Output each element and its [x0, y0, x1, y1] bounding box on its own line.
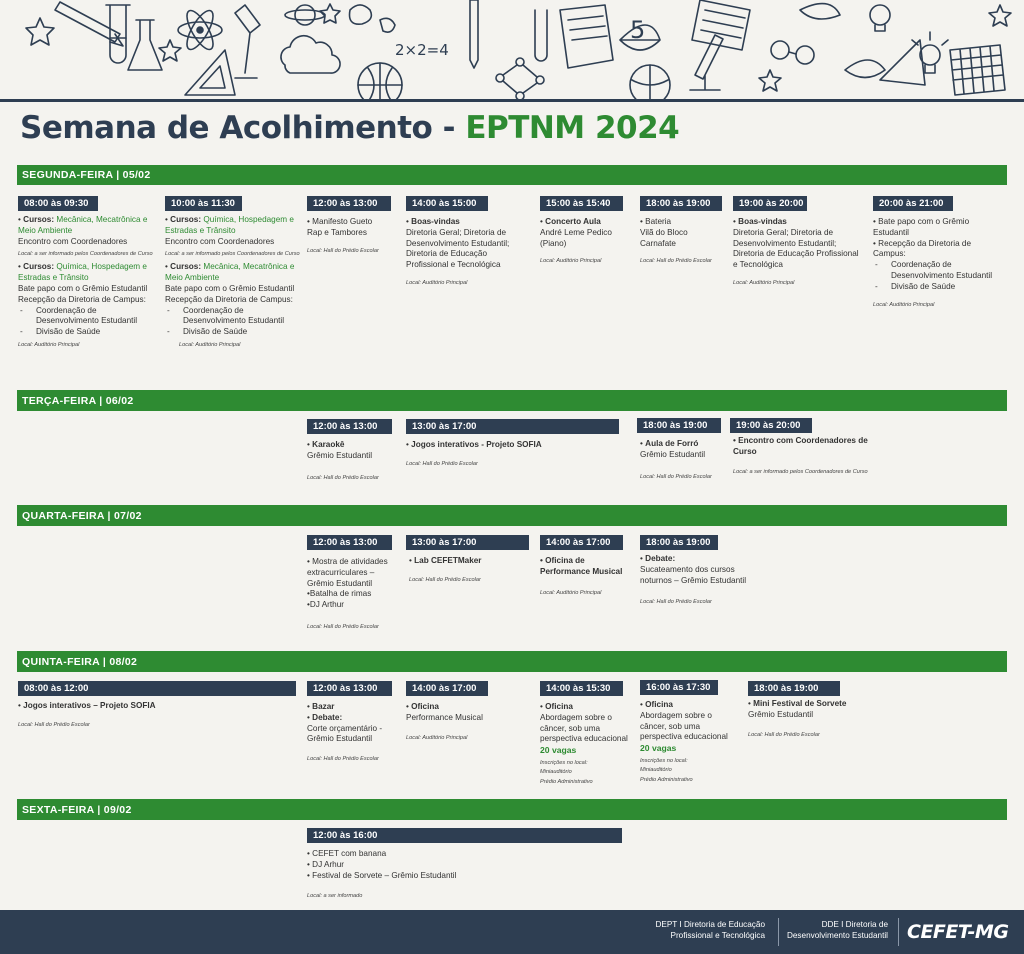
- cloud-icon: [281, 36, 340, 73]
- event-card: • Bazar • Debate: Corte orçamentário - Grêmio Estudantil Local: Hall do Prédio Escolar: [307, 702, 383, 763]
- star-icon: [159, 40, 181, 61]
- event-card: • Lab CEFETMaker Local: Hall do Prédio Escolar: [409, 556, 482, 583]
- star-icon: [320, 4, 340, 23]
- banner-rule: [0, 99, 1024, 102]
- time-badge: 13:00 às 17:00: [406, 535, 529, 550]
- triangle-ruler-icon: [880, 40, 925, 85]
- time-badge: 14:00 às 15:00: [406, 196, 488, 211]
- title-accent: EPTNM 2024: [465, 110, 680, 146]
- cefet-mg-logo: CEFET-MG: [907, 921, 1009, 943]
- page-title: [20, 110, 679, 146]
- day-header-monday: SEGUNDA-FEIRA | 05/02: [17, 165, 1007, 185]
- test-tube-icon: [535, 10, 547, 61]
- pencil-icon: [470, 0, 478, 68]
- planet-icon: [285, 5, 325, 25]
- time-badge: 18:00 às 19:00: [640, 196, 722, 211]
- event-card: • Manifesto Gueto Rap e Tambores Local: Hall do Prédio Escolar: [307, 217, 379, 254]
- event-card: • Oficina de Performance Musical Local: Auditório Principal: [540, 556, 623, 596]
- event-card: • Oficina Performance Musical Local: Auditório Principal: [406, 702, 483, 741]
- time-badge: 13:00 às 17:00: [406, 419, 619, 434]
- leaf-icon: [800, 4, 885, 78]
- event-card: • Aula de Forró Grêmio Estudantil Local: Hall do Prédio Escolar: [640, 439, 712, 480]
- time-badge: 12:00 às 16:00: [307, 828, 622, 843]
- day-header-tuesday: TERÇA-FEIRA | 06/02: [17, 390, 1007, 411]
- event-card: • Boas-vindas Diretoria Geral; Diretoria de Desenvolvimento Estudantil; Diretoria de Educação Profissional e Tecnológica Local: Auditório Principal: [406, 217, 510, 286]
- test-tube-icon: [106, 5, 130, 63]
- time-badge: 20:00 às 21:00: [873, 196, 953, 211]
- star-icon: [989, 5, 1011, 26]
- pencil-icon: [55, 2, 123, 46]
- grid-paper-icon: [950, 45, 1005, 95]
- time-badge: 19:00 às 20:00: [733, 196, 807, 211]
- time-badge: 12:00 às 13:00: [307, 535, 392, 550]
- event-card: • CEFET com banana • DJ Arhur • Festival de Sorvete – Grêmio Estudantil Local: a ser informado: [307, 849, 457, 900]
- footer-divider: [898, 918, 899, 946]
- event-card: • Jogos interativos - Projeto SOFIA Local: Hall do Prédio Escolar: [406, 440, 542, 467]
- event-card: • Debate: Sucateamento dos cursos noturnos – Grêmio Estudantil Local: Hall do Prédio Escolar: [640, 554, 747, 606]
- lamp-icon: [235, 5, 260, 78]
- glasses-icon: [771, 41, 814, 64]
- event-card: • Encontro com Coordenadores de Curso Local: a ser informado pelos Coordenadores de Curso: [733, 436, 868, 475]
- svg-text:2×2=4: 2×2=4: [395, 41, 449, 59]
- time-badge: 18:00 às 19:00: [748, 681, 840, 696]
- event-card: • Oficina Abordagem sobre o câncer, sob uma perspectiva educacional 20 vagas Inscrições no local: Miniauditório Prédio Administrativo: [640, 700, 728, 783]
- atom-icon: [178, 7, 222, 53]
- bulb-icon: [870, 5, 890, 31]
- event-card: • Karaokê Grêmio Estudantil Local: Hall do Prédio Escolar: [307, 440, 379, 481]
- time-badge: 08:00 às 12:00: [18, 681, 296, 696]
- footer-dept: DEPT I Diretoria de Educação Profissional e Tecnológica: [655, 920, 765, 940]
- event-card: • Bateria Vilã do Bloco Carnafate Local: Hall do Prédio Escolar: [640, 217, 712, 265]
- title-main: Semana de Acolhimento -: [20, 110, 466, 146]
- event-card: • Mostra de atividades extracurriculares – Grêmio Estudantil •Batalha de rimas •DJ Arthur Local: Hall do Prédio Escolar: [307, 557, 388, 630]
- paper-icon: [560, 5, 613, 68]
- time-badge: 15:00 às 15:40: [540, 196, 623, 211]
- time-badge: 19:00 às 20:00: [730, 418, 812, 433]
- time-badge: 16:00 às 17:30: [640, 680, 718, 695]
- star-icon: [26, 18, 54, 45]
- star-icon: [759, 70, 781, 91]
- time-badge: 18:00 às 19:00: [637, 418, 721, 433]
- svg-text:5: 5: [630, 16, 646, 44]
- day-header-friday: SEXTA-FEIRA | 09/02: [17, 799, 1007, 820]
- event-card: • Concerto Aula André Leme Pedico (Piano) Local: Auditório Principal: [540, 217, 612, 265]
- flask-icon: [128, 20, 162, 70]
- triangle-ruler-icon: [185, 50, 235, 95]
- time-badge: 10:00 às 11:30: [165, 196, 242, 211]
- time-badge: 12:00 às 13:00: [307, 681, 392, 696]
- time-badge: 14:00 às 17:00: [406, 681, 488, 696]
- day-header-wednesday: QUARTA-FEIRA | 07/02: [17, 505, 1007, 526]
- time-badge: 14:00 às 17:00: [540, 535, 623, 550]
- molecule-icon: [496, 58, 544, 100]
- time-badge: 18:00 às 19:00: [640, 535, 718, 550]
- globe-icon: [358, 63, 402, 100]
- globe-icon: [630, 65, 670, 100]
- event-card: • Cursos: Mecânica, Mecatrônica e Meio Ambiente Encontro com Coordenadores Local: a ser informado pelos Coordenadores de Curso • Cursos: Química, Hospedagem e Estradas e Trânsito Bate papo com o Grêmio Estudantil Recepção da Diretoria de Campus: - Coordenação de Desenvolvimento Estudantil - Divisão de Saúde Local: Auditório Principal: [18, 215, 156, 349]
- day-header-thursday: QUINTA-FEIRA | 08/02: [17, 651, 1007, 672]
- rocks-icon: [350, 5, 396, 32]
- event-card: • Oficina Abordagem sobre o câncer, sob uma perspectiva educacional 20 vagas Inscrições no local: Miniauditório Prédio Administrativo: [540, 702, 628, 785]
- doodle-banner: [0, 0, 1024, 100]
- event-card: • Boas-vindas Diretoria Geral; Diretoria de Desenvolvimento Estudantil; Diretoria de Educação Profissional e Tecnológica Local: Auditório Principal: [733, 217, 859, 286]
- time-badge: 08:00 às 09:30: [18, 196, 98, 211]
- time-badge: 12:00 às 13:00: [307, 419, 392, 434]
- bulb-icon: [912, 32, 948, 73]
- footer: [0, 910, 1024, 954]
- event-card: • Mini Festival de Sorvete Grêmio Estudantil Local: Hall do Prédio Escolar: [748, 699, 847, 738]
- time-badge: 12:00 às 13:00: [307, 196, 391, 211]
- event-card: • Cursos: Química, Hospedagem e Estradas e Trânsito Encontro com Coordenadores Local: a ser informado pelos Coordenadores de Curso • Cursos: Mecânica, Mecatrônica e Meio Ambiente Bate papo com o Grêmio Estudantil Recepção da Diretoria de Campus: - Coordenação de Desenvolvimento Estudantil - Divisão de Saúde Local: Auditório Principal: [165, 215, 300, 349]
- event-card: • Jogos interativos – Projeto SOFIA Local: Hall do Prédio Escolar: [18, 701, 156, 728]
- event-card: • Bate papo com o Grêmio Estudantil • Recepção da Diretoria de Campus: - Coordenação de Desenvolvimento Estudantil - Divisão de Saúde Local: Auditório Principal: [873, 217, 1003, 309]
- time-badge: 14:00 às 15:30: [540, 681, 623, 696]
- footer-dde: DDE I Diretoria de Desenvolvimento Estudantil: [786, 920, 888, 940]
